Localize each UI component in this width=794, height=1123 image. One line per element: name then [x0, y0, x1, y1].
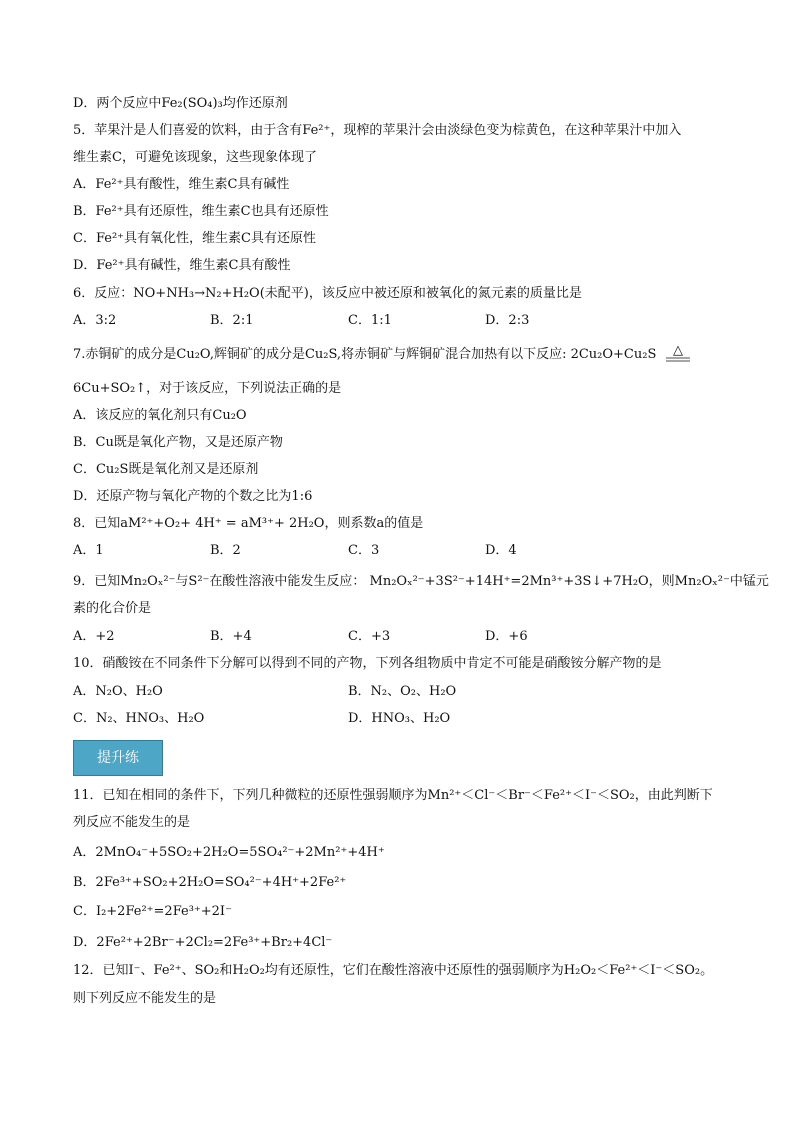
- q11-option-c: C．I₂+2Fe²⁺=2Fe³⁺+2I⁻: [73, 904, 232, 919]
- q8-option-b: B．2: [210, 543, 241, 558]
- q8-option-c: C．3: [348, 543, 380, 558]
- q8-stem: 8．已知aM²⁺+O₂+ 4H⁺ = aM³⁺+ 2H₂O，则系数a的值是: [73, 516, 424, 531]
- q7-option-b: B．Cu既是氧化产物，又是还原产物: [73, 435, 283, 450]
- q6-options: [73, 313, 723, 329]
- q10-option-a: A．N₂O、H₂O: [73, 684, 163, 699]
- q5-stem-line1: 5．苹果汁是人们喜爱的饮料，由于含有Fe²⁺，现榨的苹果汁会由淡绿色变为棕黄色，在这种苹果汁中加入: [73, 123, 682, 138]
- q9-option-a: A．+2: [73, 629, 115, 644]
- q12-stem-line2: 则下列反应不能发生的是: [73, 991, 217, 1006]
- q6-option-a: A．3:2: [73, 313, 117, 328]
- q9-option-c: C．+3: [348, 629, 391, 644]
- section-badge: 提升练: [73, 740, 163, 776]
- q11-stem-line1: 11．已知在相同的条件下，下列几种微粒的还原性强弱顺序为Mn²⁺＜Cl⁻＜Br⁻＜Fe²⁺＜I⁻＜SO₂，由此判断下: [73, 788, 713, 803]
- q4-option-d: D．两个反应中Fe₂(SO₄)₃均作还原剂: [73, 96, 288, 111]
- q9-options: [73, 629, 723, 645]
- q5-option-b: B．Fe²⁺具有还原性，维生素C也具有还原性: [73, 204, 329, 219]
- q7-stem-line2: 6Cu+SO₂↑，对于该反应，下列说法正确的是: [73, 381, 342, 396]
- heat-symbol: [665, 342, 691, 361]
- q7-stem-text: 7.赤铜矿的成分是Cu₂O,辉铜矿的成分是Cu₂S,将赤铜矿与辉铜矿混合加热有以下反应: 2Cu₂O+Cu₂S: [73, 347, 657, 362]
- q9-option-d: D．+6: [485, 629, 528, 644]
- q11-option-d: D．2Fe²⁺+2Br⁻+2Cl₂=2Fe³⁺+Br₂+4Cl⁻: [73, 935, 333, 950]
- q5-stem-line2: 维生素C，可避免该现象，这些现象体现了: [73, 150, 317, 165]
- q10-option-d: D．HNO₃、H₂O: [348, 711, 451, 726]
- q12-stem-line1: 12．已知I⁻、Fe²⁺、SO₂和H₂O₂均有还原性，它们在酸性溶液中还原性的强弱顺序为H₂O₂＜Fe²⁺＜I⁻＜SO₂。: [73, 963, 714, 978]
- q8-option-d: D．4: [485, 543, 517, 558]
- q5-option-a: A．Fe²⁺具有酸性，维生素C具有碱性: [73, 177, 290, 192]
- q7-stem-line1: [73, 342, 691, 363]
- q6-stem: 6．反应：NO+NH₃→N₂+H₂O(未配平)，该反应中被还原和被氧化的氮元素的质量比是: [73, 286, 582, 301]
- q6-option-c: C．1:1: [348, 313, 392, 328]
- q7-option-a: A．该反应的氧化剂只有Cu₂O: [73, 408, 247, 423]
- q11-stem-line2: 列反应不能发生的是: [73, 815, 191, 830]
- q7-option-c: C．Cu₂S既是氧化剂又是还原剂: [73, 462, 259, 477]
- q9-option-b: B．+4: [210, 629, 252, 644]
- q10-option-b: B．N₂、O₂、H₂O: [348, 684, 457, 699]
- q9-stem-line2: 素的化合价是: [73, 601, 152, 616]
- q10-option-c: C．N₂、HNO₃、H₂O: [73, 711, 205, 726]
- q11-option-b: B．2Fe³⁺+SO₂+2H₂O=SO₄²⁻+4H⁺+2Fe²⁺: [73, 875, 347, 890]
- q5-option-d: D．Fe²⁺具有碱性，维生素C具有酸性: [73, 258, 291, 273]
- q7-option-d: D．还原产物与氧化产物的个数之比为1:6: [73, 489, 313, 504]
- q8-option-a: A．1: [73, 543, 104, 558]
- q10-options-row1: [73, 684, 723, 700]
- q6-option-d: D．2:3: [485, 313, 530, 328]
- q11-option-a: A．2MnO₄⁻+5SO₂+2H₂O=5SO₄²⁻+2Mn²⁺+4H⁺: [73, 845, 385, 860]
- heat-triangle-icon: △: [672, 342, 683, 358]
- q10-options-row2: [73, 711, 723, 727]
- q5-option-c: C．Fe²⁺具有氧化性，维生素C具有还原性: [73, 231, 316, 246]
- q6-option-b: B．2:1: [210, 313, 254, 328]
- q10-stem: 10．硝酸铵在不同条件下分解可以得到不同的产物，下列各组物质中肯定不可能是硝酸铵分解产物的是: [73, 656, 662, 671]
- q8-options: [73, 543, 723, 559]
- q9-stem-line1: 9．已知Mn₂Oₓ²⁻与S²⁻在酸性溶液中能发生反应： Mn₂Oₓ²⁻+3S²⁻+14H⁺=2Mn³⁺+3S↓+7H₂O，则Mn₂Oₓ²⁻中锰元: [73, 574, 769, 589]
